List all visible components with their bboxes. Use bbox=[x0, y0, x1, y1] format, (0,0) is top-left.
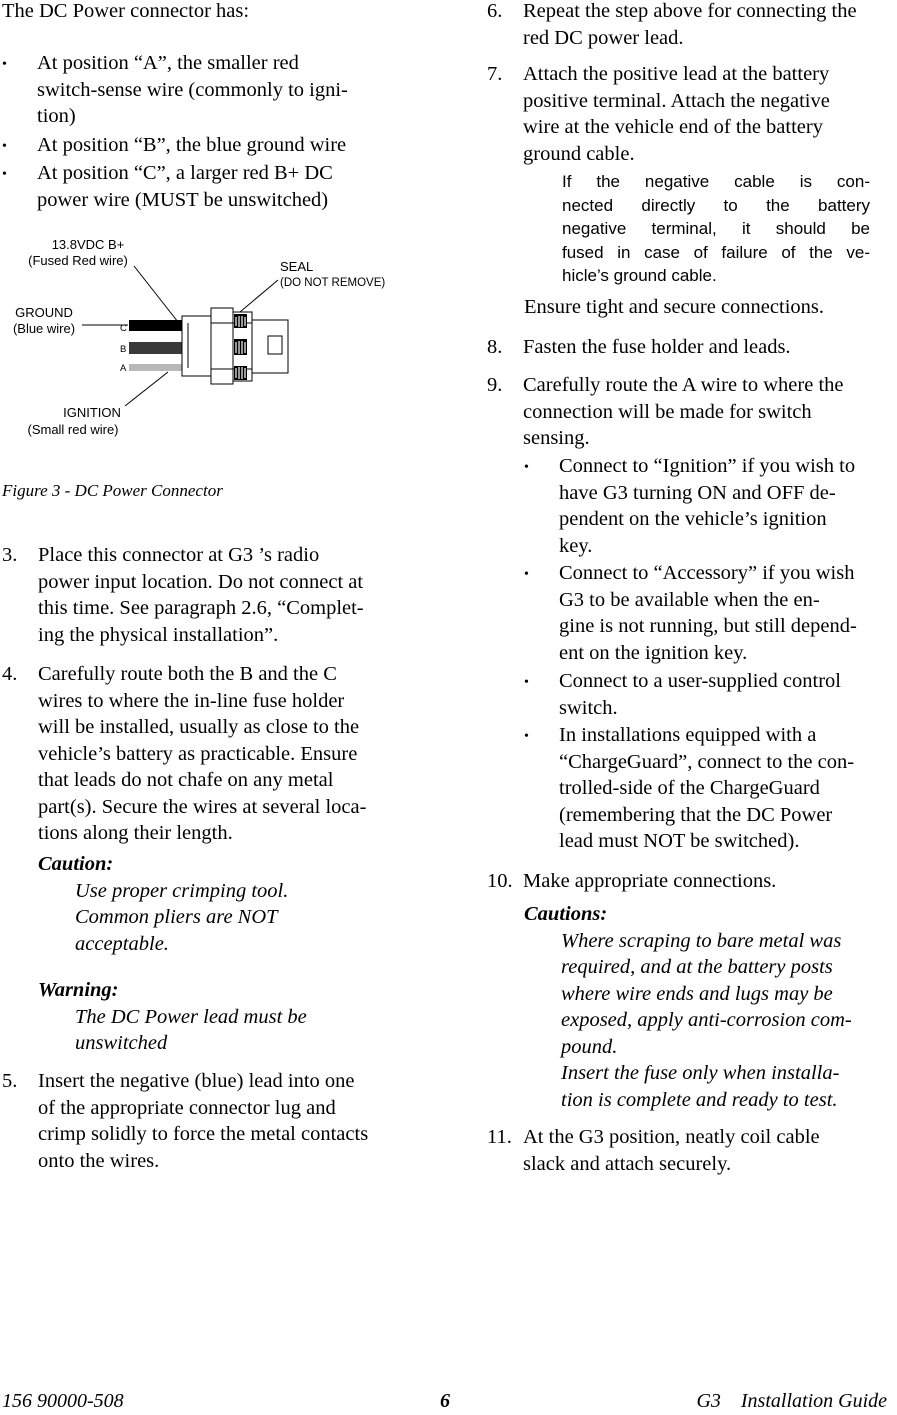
label-power: 13.8VDC B+ bbox=[51, 237, 125, 252]
figure-caption: Figure 3 - DC Power Connector bbox=[2, 481, 223, 500]
label-pos-a: A bbox=[120, 363, 127, 374]
leader-line bbox=[125, 372, 168, 406]
leader-line bbox=[134, 266, 178, 322]
bullet-line: At position “B”, the blue ground wire bbox=[37, 134, 347, 156]
step-line: Carefully route both the B and the C bbox=[38, 663, 337, 685]
wire-a bbox=[129, 364, 182, 371]
label-power-sub: (Fused Red wire) bbox=[28, 253, 128, 268]
note-line: negative terminal, it should be bbox=[562, 219, 870, 238]
step-number: 5. bbox=[2, 1070, 18, 1092]
note-line: hicle’s ground cable. bbox=[562, 266, 717, 285]
step-11 bbox=[487, 1124, 897, 1178]
bullet-line: have G3 turning ON and OFF de- bbox=[559, 481, 836, 504]
step-line: onto the wires. bbox=[38, 1149, 160, 1172]
step-line: Attach the positive lead at the battery bbox=[523, 63, 830, 85]
step-number: 6. bbox=[487, 0, 503, 22]
step-line: wires to where the in-line fuse holder bbox=[38, 689, 345, 712]
bullet-marker: • bbox=[524, 675, 529, 690]
step-line: slack and attach securely. bbox=[523, 1152, 732, 1175]
step-4 bbox=[2, 661, 410, 851]
cautions-line: tion is complete and ready to test. bbox=[561, 1088, 838, 1111]
sub-bullet-item bbox=[524, 722, 897, 855]
bullet-line: At position “C”, a larger red B+ DC bbox=[37, 162, 333, 184]
step-line: part(s). Secure the wires at several loca- bbox=[38, 795, 367, 818]
warning-block bbox=[38, 977, 410, 1057]
note-line: fused in case of failure of the ve- bbox=[562, 242, 870, 262]
bullet-item bbox=[2, 50, 410, 130]
wire-c bbox=[129, 320, 182, 331]
bullet-marker: • bbox=[2, 139, 7, 154]
bullet-marker: • bbox=[524, 460, 529, 475]
step-line: positive terminal. Attach the negative bbox=[523, 89, 830, 112]
bullet-marker: • bbox=[524, 567, 529, 582]
caution-block bbox=[38, 851, 410, 957]
cautions-line: required, and at the battery posts bbox=[561, 956, 833, 978]
step-line: Place this connector at G3 ’s radio bbox=[38, 544, 320, 566]
bullet-line: In installations equipped with a bbox=[559, 724, 817, 746]
step-9 bbox=[487, 372, 897, 452]
bullet-line: Connect to “Ignition” if you wish to bbox=[559, 455, 856, 477]
bullet-item bbox=[2, 160, 410, 214]
bullet-line: gine is not running, but still depend- bbox=[559, 615, 857, 637]
caution-title: Caution: bbox=[38, 853, 114, 875]
footer-title: G3 Installation Guide bbox=[696, 1390, 887, 1412]
step-line: connection will be made for switch bbox=[523, 400, 812, 423]
step-8 bbox=[487, 334, 897, 361]
step-line: that leads do not chafe on any metal bbox=[38, 769, 334, 791]
bullet-item bbox=[2, 132, 410, 159]
step-line: ground cable. bbox=[523, 142, 635, 165]
footer-page-number: 6 bbox=[440, 1390, 450, 1412]
warning-line: unswitched bbox=[75, 1032, 168, 1054]
label-ground-sub: (Blue wire) bbox=[12, 321, 76, 336]
warning-line: The DC Power lead must be bbox=[75, 1005, 307, 1028]
step-6 bbox=[487, 0, 897, 52]
cautions-line: Where scraping to bare metal was bbox=[561, 929, 842, 952]
wire-b bbox=[129, 342, 182, 354]
step-line: Fasten the fuse holder and leads. bbox=[523, 336, 791, 358]
bullet-line: tion) bbox=[37, 105, 76, 127]
step-line: Carefully route the A wire to where the bbox=[523, 374, 844, 396]
caution-line: acceptable. bbox=[75, 932, 169, 955]
diagram-labels bbox=[13, 237, 385, 437]
bullet-marker: • bbox=[2, 57, 7, 72]
note-block bbox=[562, 170, 870, 288]
step-number: 9. bbox=[487, 374, 503, 396]
cautions-line: pound. bbox=[561, 1035, 618, 1058]
intro-text: The DC Power connector has: bbox=[2, 0, 250, 22]
step-line: will be installed, usually as close to the bbox=[38, 716, 360, 738]
bullet-line: power wire (MUST be unswitched) bbox=[37, 188, 329, 211]
step-5 bbox=[2, 1068, 410, 1178]
bullet-line: “ChargeGuard”, connect to the con- bbox=[559, 750, 855, 773]
bullet-line: switch. bbox=[559, 696, 618, 719]
leader-line bbox=[240, 280, 278, 312]
step-line: At the G3 position, neatly coil cable bbox=[523, 1126, 820, 1148]
cautions-title: Cautions: bbox=[524, 903, 608, 925]
ensure-text: Ensure tight and secure connections. bbox=[524, 296, 825, 318]
bullet-marker: • bbox=[2, 167, 7, 182]
cautions-line: Insert the fuse only when installa- bbox=[561, 1062, 840, 1084]
label-seal: SEAL bbox=[280, 259, 314, 274]
bullet-line: At position “A”, the smaller red bbox=[37, 52, 299, 74]
cautions-line: where wire ends and lugs may be bbox=[561, 982, 833, 1005]
step-number: 4. bbox=[2, 663, 18, 685]
step-3 bbox=[2, 542, 410, 652]
step-line: vehicle’s battery as practicable. Ensure bbox=[38, 742, 358, 765]
bullet-marker: • bbox=[524, 729, 529, 744]
step-line: Make appropriate connections. bbox=[523, 870, 777, 892]
bullet-line: key. bbox=[559, 534, 593, 557]
label-ground: GROUND bbox=[15, 305, 73, 320]
bullet-line: ent on the ignition key. bbox=[559, 641, 748, 664]
step-7 bbox=[487, 61, 897, 171]
step-line: of the appropriate connector lug and bbox=[38, 1096, 336, 1119]
label-pos-c: C bbox=[120, 323, 127, 334]
note-line: nected directly to the battery bbox=[562, 195, 870, 215]
bullet-line: lead must NOT be switched). bbox=[559, 830, 800, 852]
bullet-line: pendent on the vehicle’s ignition bbox=[559, 508, 827, 530]
sub-bullet-item bbox=[524, 453, 897, 559]
sub-bullet-item bbox=[524, 560, 897, 666]
step-line: crimp solidly to force the metal contacts bbox=[38, 1123, 369, 1145]
step-line: ing the physical installation”. bbox=[38, 623, 279, 646]
step-line: Insert the negative (blue) lead into one bbox=[38, 1070, 355, 1092]
caution-line: Use proper crimping tool. bbox=[75, 879, 289, 902]
caution-line: Common pliers are NOT bbox=[75, 906, 278, 928]
bullet-line: Connect to “Accessory” if you wish bbox=[559, 562, 855, 584]
step-number: 3. bbox=[2, 544, 18, 566]
cautions-block bbox=[524, 901, 897, 1113]
bullet-line: G3 to be available when the en- bbox=[559, 588, 820, 611]
step-number: 8. bbox=[487, 336, 503, 358]
dc-power-connector-diagram bbox=[2, 228, 412, 448]
step-number: 7. bbox=[487, 63, 503, 85]
bullet-line: switch-sense wire (commonly to igni- bbox=[37, 78, 348, 101]
step-line: this time. See paragraph 2.6, “Complet- bbox=[38, 597, 364, 619]
footer-doc-number: 156 90000-508 bbox=[2, 1390, 124, 1412]
label-pos-b: B bbox=[120, 344, 127, 355]
step-line: tions along their length. bbox=[38, 822, 233, 844]
note-line: If the negative cable is con- bbox=[562, 172, 870, 191]
step-10 bbox=[487, 868, 897, 895]
label-ignition-sub: (Small red wire) bbox=[27, 422, 119, 437]
label-seal-sub: (DO NOT REMOVE) bbox=[280, 277, 386, 289]
label-ignition: IGNITION bbox=[63, 405, 121, 420]
bullet-line: (remembering that the DC Power bbox=[559, 803, 833, 826]
step-line: red DC power lead. bbox=[523, 26, 684, 49]
step-line: power input location. Do not connect at bbox=[38, 570, 364, 593]
bullet-line: trolled-side of the ChargeGuard bbox=[559, 777, 820, 799]
step-line: Repeat the step above for connecting the bbox=[523, 0, 857, 22]
step-number: 11. bbox=[487, 1126, 512, 1148]
sub-bullet-item bbox=[524, 668, 897, 722]
step-line: sensing. bbox=[523, 427, 590, 449]
warning-title: Warning: bbox=[38, 979, 119, 1001]
bullet-line: Connect to a user-supplied control bbox=[559, 670, 841, 692]
cautions-line: exposed, apply anti-corrosion com- bbox=[561, 1009, 852, 1031]
step-line: wire at the vehicle end of the battery bbox=[523, 116, 823, 138]
step-number: 10. bbox=[487, 870, 513, 892]
